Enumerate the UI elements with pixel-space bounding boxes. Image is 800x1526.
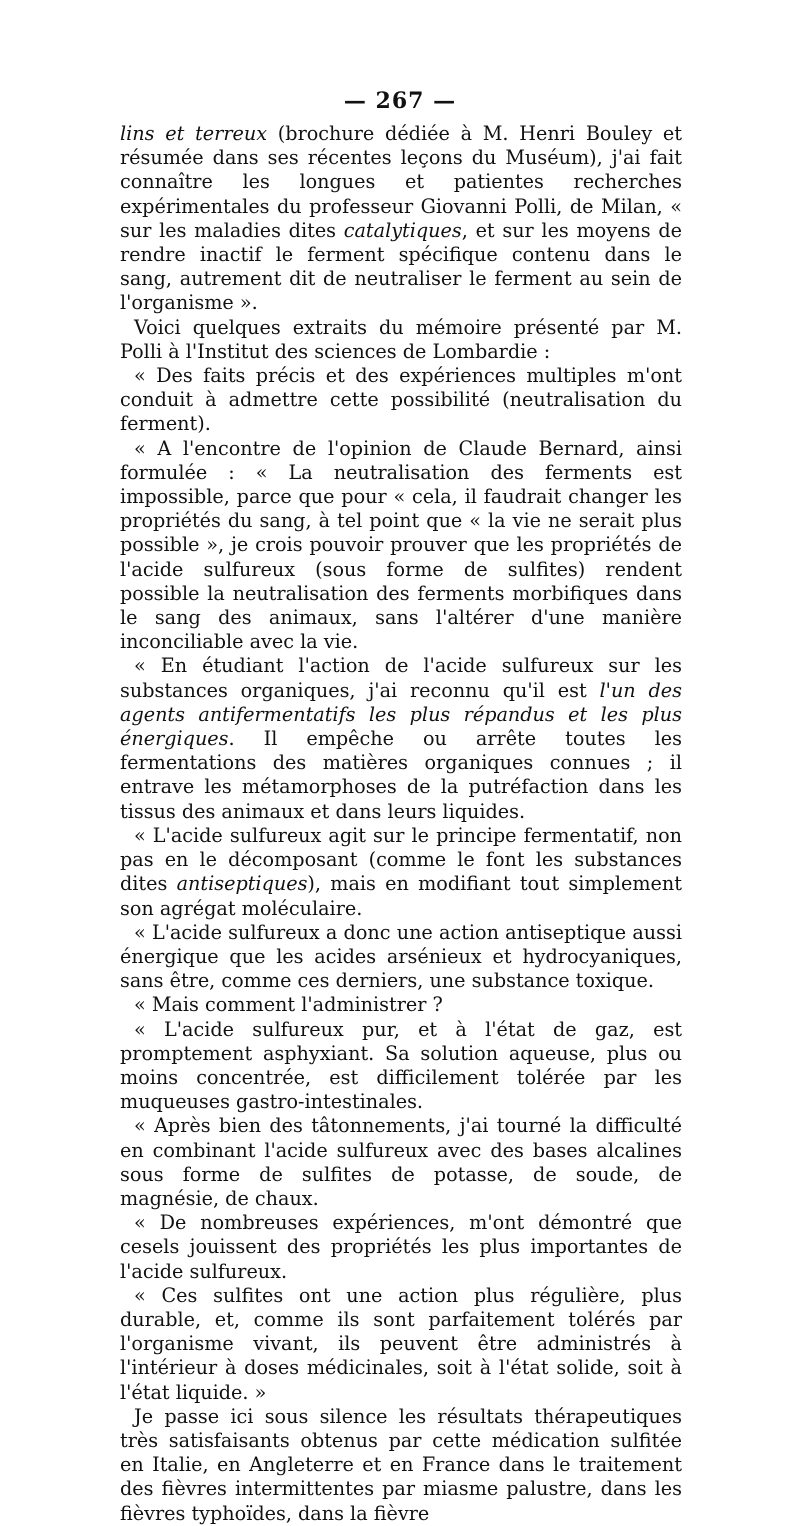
text-run: « L'acide sulfureux agit sur le principe fermentatif, non pas en le décomposant (comme le font les substances dites — [120, 823, 682, 896]
text-run: . Il empêche ou arrête toutes les fermentations des matières organiques connues ; il entrave les métamorphoses de la putréfaction dans les tissus des animaux et dans leurs liquides. — [120, 727, 682, 823]
italic-text: catalytiques — [343, 218, 462, 242]
page-number: — 267 — — [343, 88, 457, 114]
body-text — [120, 122, 682, 1526]
paragraph: « Mais comment l'administrer ? — [134, 993, 443, 1017]
paragraph — [120, 654, 682, 823]
paragraph: « Ces sulfites ont une action plus régulière, plus durable, et, comme ils sont parfaitement tolérés par l'organisme vivant, ils peuvent être administrés à l'intérieur à doses médicinales, soit à l'état solide, soit à l'état liquide. » — [120, 1283, 682, 1404]
paragraph: Voici quelques extraits du mémoire présenté par M. Polli à l'Institut des sciences de Lombardie : — [120, 315, 682, 363]
paragraph: « De nombreuses expériences, m'ont démontré que cesels jouissent des propriétés les plus importantes de l'acide sulfureux. — [120, 1211, 682, 1283]
paragraph: « Des faits précis et des expériences multiples m'ont conduit à admettre cette possibilité (neutralisation du ferment). — [120, 364, 682, 436]
paragraph — [120, 122, 682, 316]
paragraph: Je passe ici sous silence les résultats thérapeutiques très satisfaisants obtenus par cette médication sulfitée en Italie, en Angleterre et en France dans le traitement des fièvres intermittentes par miasme palustre, dans les fièvres typhoïdes, dans la fièvre — [120, 1404, 682, 1525]
paragraph: « Après bien des tâtonnements, j'ai tourné la difficulté en combinant l'acide sulfureux avec des bases alcalines sous forme de sulfites de potasse, de soude, de magnésie, de chaux. — [120, 1114, 682, 1210]
text-run: , et sur les moyens de rendre inactif le ferment spécifique contenu dans le sang, autrement dit de neutraliser le ferment au sein de l'organisme ». — [120, 218, 682, 315]
text-run: « En étudiant l'action de l'acide sulfureux sur les substances organiques, j'ai reconnu qu'il est — [120, 654, 682, 702]
italic-text: l'un des agents antifermentatifs les plus répandus et les plus énergiques — [120, 678, 682, 751]
paragraph: « L'acide sulfureux pur, et à l'état de gaz, est promptement asphyxiant. Sa solution aqueuse, plus ou moins concentrée, est difficilement tolérée par les muqueuses gastro-intestinales. — [120, 1017, 682, 1114]
italic-text: antiseptiques — [176, 872, 308, 896]
paragraph — [120, 824, 682, 921]
paragraph: « A l'encontre de l'opinion de Claude Bernard, ainsi formulée : « La neutralisation des ferments est impossible, parce que pour « cela, il faudrait changer les propriétés du sang, à tel point que « la vie ne serait plus possible », je crois pouvoir prouver que les propriétés de l'acide sulfureux (sous forme de sulfites) rendent possible la neutralisation des ferments morbifiques dans le sang des animaux, sans l'altérer d'une manière inconciliable avec la vie. — [120, 436, 682, 654]
italic-text: lins et terreux — [120, 122, 268, 145]
text-run: (brochure dédiée à M. Henri Bouley et résumée dans ses récentes leçons du Muséum), j'ai fait connaître les longues et patientes recherches expérimentales du professeur Giovanni Polli, de Milan, « sur les maladies dites — [120, 122, 682, 242]
paragraph: « L'acide sulfureux a donc une action antiseptique aussi énergique que les acides arsénieux et hydrocyaniques, sans être, comme ces derniers, une substance toxique. — [120, 920, 682, 993]
text-run: ), mais en modifiant tout simplement son agrégat moléculaire. — [120, 872, 682, 920]
